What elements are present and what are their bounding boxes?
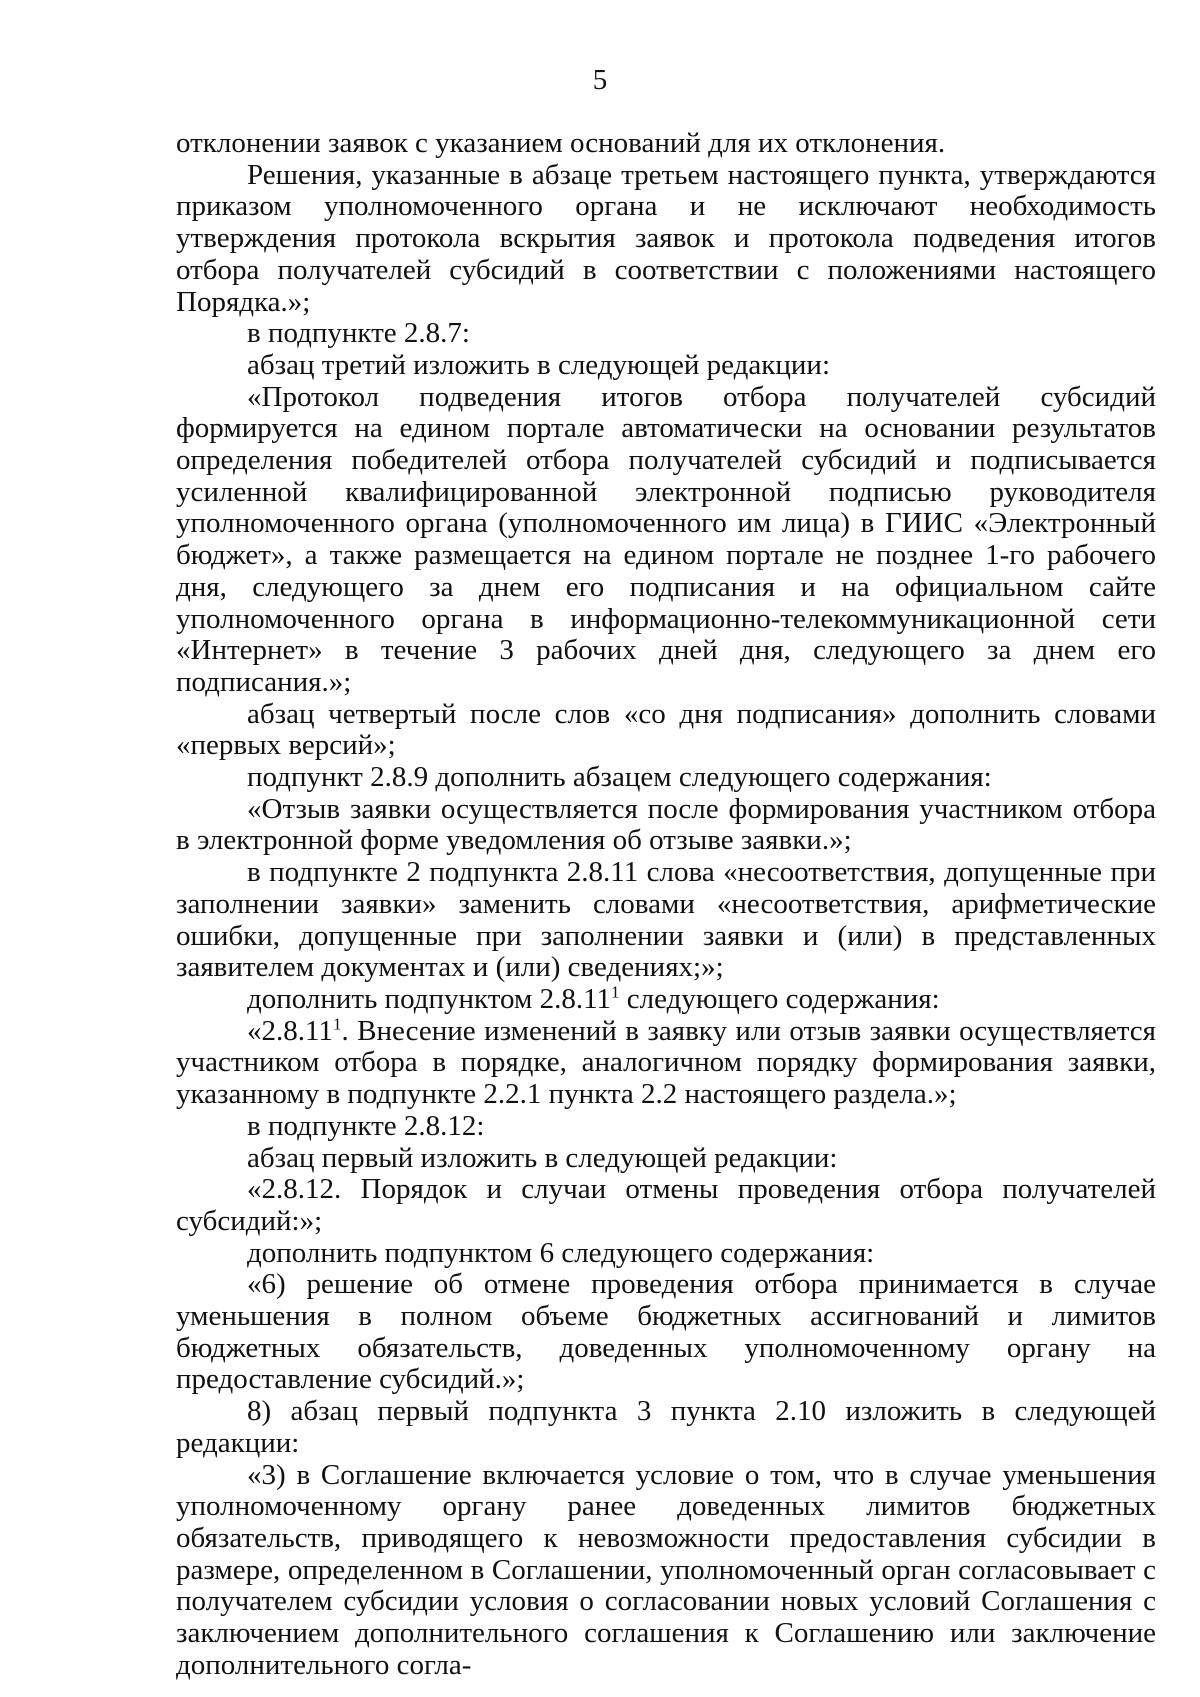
paragraph-text: «Отзыв заявки осуществляется после формирования участником отбора в электронной форме уведомления об отзыве заявки.»;	[176, 792, 1156, 857]
paragraph-text: в подпункте 2.8.12:	[247, 1109, 485, 1142]
paragraph-text-continued: . Внесение изменений в заявку или отзыв заявки осуществляется участником отбора в порядке, аналогичном порядку формирования заявки, указанному в подпункте 2.2.1 пункта 2.2 настоящего раздела.»;	[176, 1014, 1156, 1111]
paragraph	[176, 1111, 1156, 1143]
paragraph-text: «2.8.12. Порядок и случаи отмены проведения отбора получателей субсидий:»;	[176, 1173, 1156, 1237]
paragraph	[176, 160, 1156, 319]
paragraph	[176, 1396, 1156, 1459]
paragraph	[176, 318, 1156, 350]
paragraph	[176, 1143, 1156, 1175]
paragraph-text: в подпункте 2.8.7:	[247, 317, 470, 350]
paragraph	[176, 984, 1156, 1016]
paragraph	[176, 762, 1156, 794]
superscript-index: 1	[611, 982, 620, 1002]
paragraph	[176, 1174, 1156, 1237]
paragraph-text-continued: следующего содержания:	[619, 982, 940, 1015]
paragraph-text: «2.8.11	[247, 1014, 333, 1047]
paragraph-text: дополнить подпунктом 2.8.11	[247, 982, 612, 1015]
paragraph	[176, 350, 1156, 382]
paragraph	[176, 699, 1156, 762]
paragraph-text: дополнить подпунктом 6 следующего содержания:	[247, 1236, 875, 1269]
superscript-index: 1	[332, 1014, 342, 1034]
paragraph	[176, 128, 1156, 160]
paragraph-text: в подпункте 2 подпункта 2.8.11 слова «несоответствия, допущенные при заполнении заявки» заменить словами «несоответствия, арифметические ошибки, допущенные при заполнении заявки и (или) в представленных заявителем документах и (или) сведениях;»;	[176, 856, 1156, 984]
paragraph-text: подпункт 2.8.9 дополнить абзацем следующего содержания:	[247, 761, 992, 794]
page-number: 5	[592, 64, 608, 96]
paragraph-text: абзац первый изложить в следующей редакции:	[247, 1141, 838, 1174]
paragraph-text: «6) решение об отмене проведения отбора принимается в случае уменьшения в полном объеме бюджетных ассигнований и лимитов бюджетных обязательств, доведенных уполномоченному органу на предоставление субсидий.»;	[176, 1268, 1156, 1396]
paragraph-text: отклонении заявок с указанием оснований для их отклонения.	[176, 127, 946, 159]
document-body	[176, 128, 1156, 1681]
paragraph	[176, 1016, 1156, 1111]
paragraph	[176, 382, 1156, 699]
paragraph-text: абзац третий изложить в следующей редакции:	[247, 348, 831, 381]
paragraph-text: «3) в Соглашение включается условие о том, что в случае уменьшения уполномоченному органу ранее доведенных лимитов бюджетных обязательств, приводящего к невозможности предоставления субсидии в размере, определенном в Соглашении, уполномоченный орган согласовывает с получателем субсидии условия о согласовании новых условий Соглашения с заключением дополнительного соглашения к Соглашению или заключение дополнительного согла-	[176, 1458, 1156, 1681]
paragraph-text: «Протокол подведения итогов отбора получателей субсидий формируется на едином портале автоматически на основании результатов определения победителей отбора получателей субсидий и подписывается усиленной квалифицированной электронной подписью руководителя уполномоченного органа (уполномоченного им лица) в ГИИС «Электронный бюджет», а также размещается на едином портале не позднее 1-го рабочего дня, следующего за днем его подписания и на официальном сайте уполномоченного органа в информационно-телекоммуникационной сети «Интернет» в течение 3 рабочих дней дня, следующего за днем его подписания.»;	[176, 380, 1156, 698]
paragraph	[176, 794, 1156, 857]
paragraph	[176, 1269, 1156, 1396]
paragraph-text: абзац четвертый после слов «со дня подписания» дополнить словами «первых версий»;	[176, 697, 1156, 762]
paragraph	[176, 1238, 1156, 1270]
paragraph-text: 8) абзац первый подпункта 3 пункта 2.10 изложить в следующей редакции:	[176, 1395, 1156, 1459]
paragraph-text: Решения, указанные в абзаце третьем настоящего пункта, утверждаются приказом уполномоченного органа и не исключают необходимость утверждения протокола вскрытия заявок и протокола подведения итогов отбора получателей субсидий в соответствии с положениями настоящего Порядка.»;	[176, 158, 1156, 318]
paragraph	[176, 1460, 1156, 1682]
paragraph	[176, 857, 1156, 984]
